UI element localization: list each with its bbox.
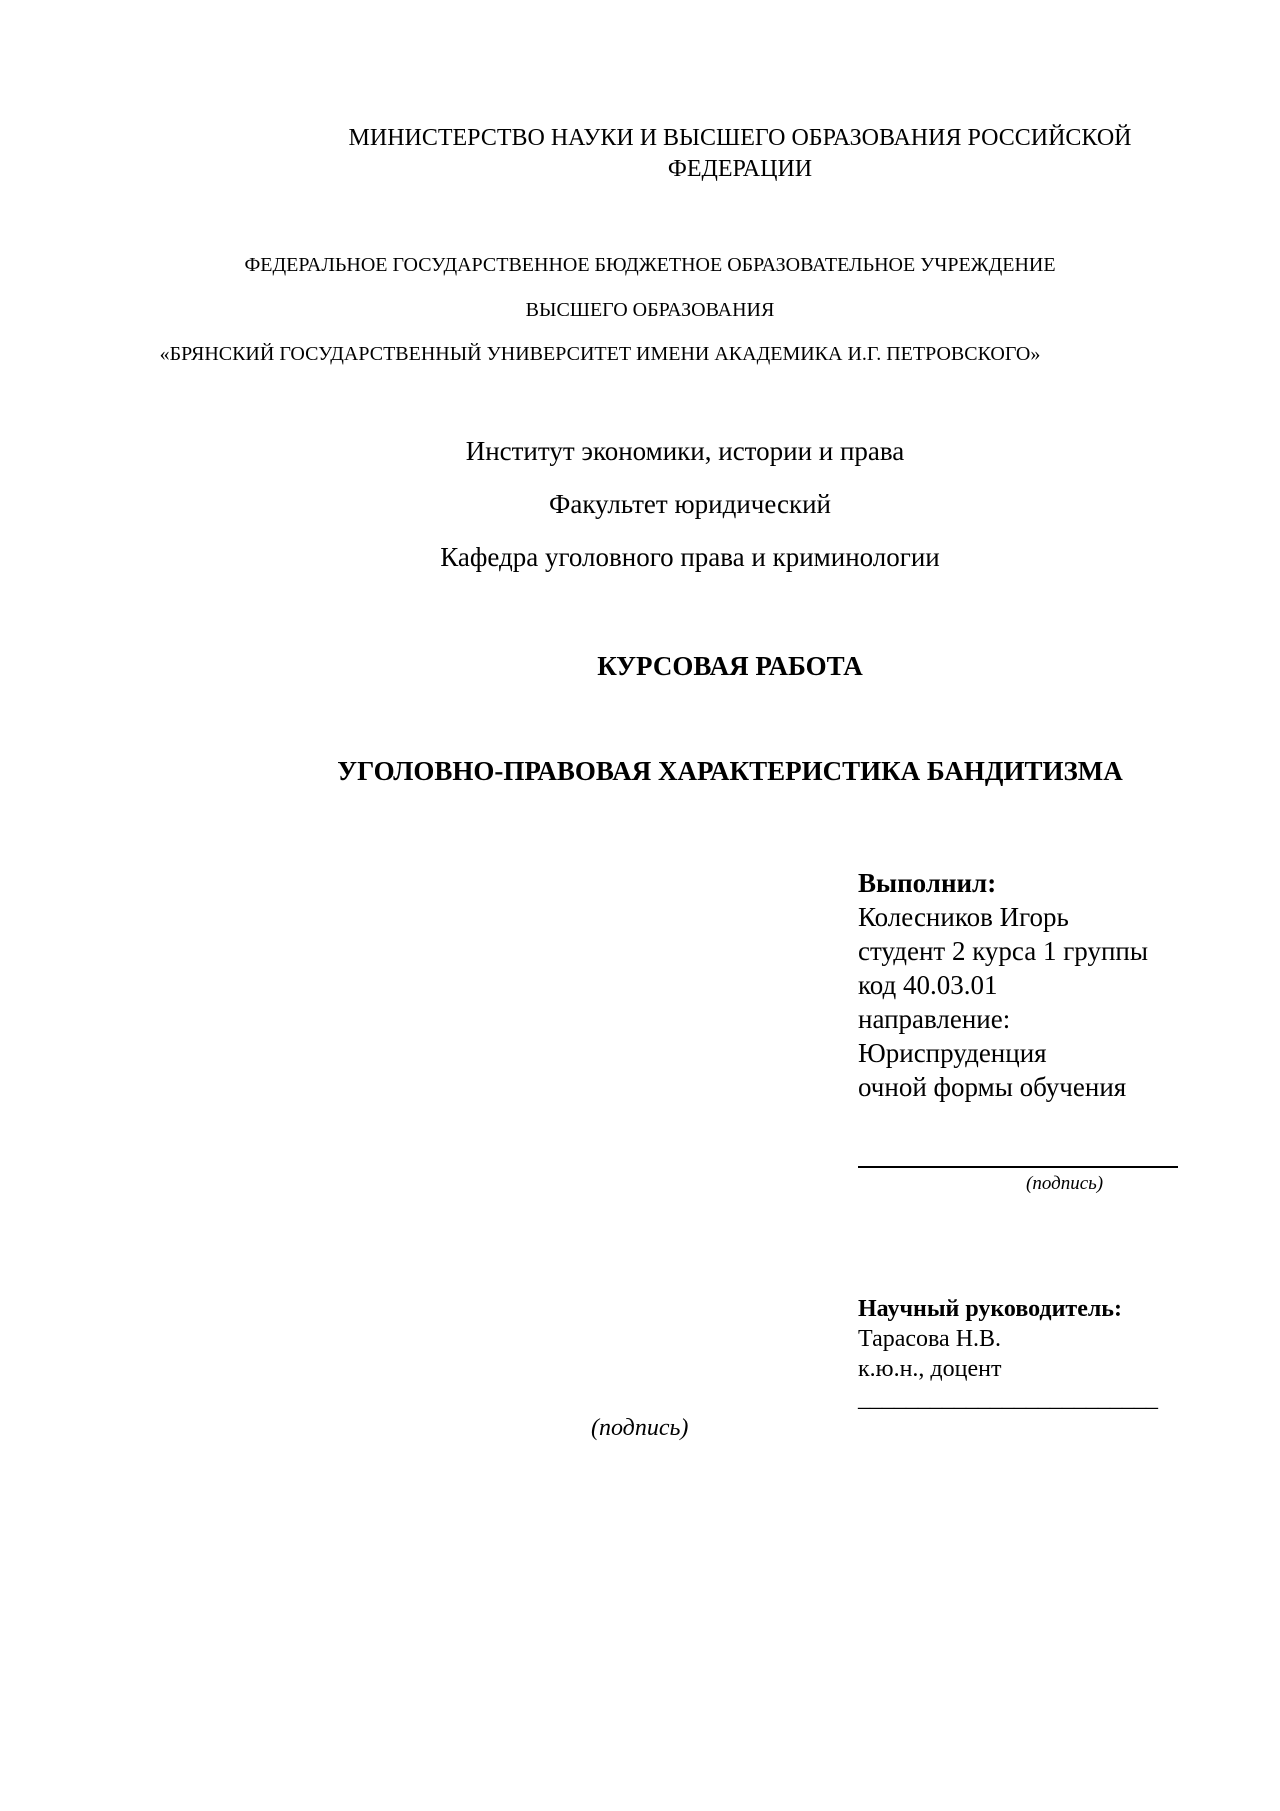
work-type-text: КУРСОВАЯ РАБОТА <box>597 651 863 681</box>
ministry-line-2: ФЕДЕРАЦИИ <box>667 156 813 182</box>
author-course: студент 2 курса 1 группы <box>858 936 1148 966</box>
supervisor-signature-caption: (подпись) <box>591 1415 689 1441</box>
supervisor-block <box>858 1294 1158 1414</box>
fgbou-line-1: ФЕДЕРАЛЬНОЕ ГОСУДАРСТВЕННОЕ БЮДЖЕТНОЕ ОБРАЗОВАТЕЛЬНОЕ УЧРЕЖДЕНИЕ <box>244 254 1056 276</box>
supervisor-degree: к.ю.н., доцент <box>858 1356 1002 1382</box>
author-direction-label: направление: <box>858 1004 1011 1034</box>
department-name: Кафедра уголовного права и криминологии <box>440 542 940 572</box>
author-code: код 40.03.01 <box>858 970 998 1000</box>
author-signature-caption: (подпись) <box>1026 1173 1104 1194</box>
author-label: Выполнил: <box>858 868 997 898</box>
supervisor-signature-line: _________________________ <box>858 1386 1158 1412</box>
ministry-line-1: МИНИСТЕРСТВО НАУКИ И ВЫСШЕГО ОБРАЗОВАНИЯ РОССИЙСКОЙ <box>348 125 1132 151</box>
university-name: «БРЯНСКИЙ ГОСУДАРСТВЕННЫЙ УНИВЕРСИТЕТ ИМЕНИ АКАДЕМИКА И.Г. ПЕТРОВСКОГО» <box>159 343 1041 365</box>
university-header <box>150 255 1150 364</box>
author-signature-line <box>858 1166 1178 1168</box>
fgbou-line-2: ВЫСШЕГО ОБРАЗОВАНИЯ <box>525 299 775 321</box>
work-type <box>330 653 1130 680</box>
ministry-header <box>290 126 1190 181</box>
author-direction: Юриспруденция <box>858 1038 1047 1068</box>
author-form: очной формы обучения <box>858 1072 1127 1102</box>
author-name: Колесников Игорь <box>858 902 1069 932</box>
supervisor-label: Научный руководитель: <box>858 1296 1122 1322</box>
work-title <box>230 758 1230 785</box>
author-block <box>858 866 1148 1104</box>
institution-block <box>290 438 1090 571</box>
supervisor-name: Тарасова Н.В. <box>858 1326 1002 1352</box>
faculty-name: Факультет юридический <box>549 489 831 519</box>
work-title-text: УГОЛОВНО-ПРАВОВАЯ ХАРАКТЕРИСТИКА БАНДИТИЗМА <box>337 756 1123 786</box>
institute-name: Институт экономики, истории и права <box>465 436 905 466</box>
